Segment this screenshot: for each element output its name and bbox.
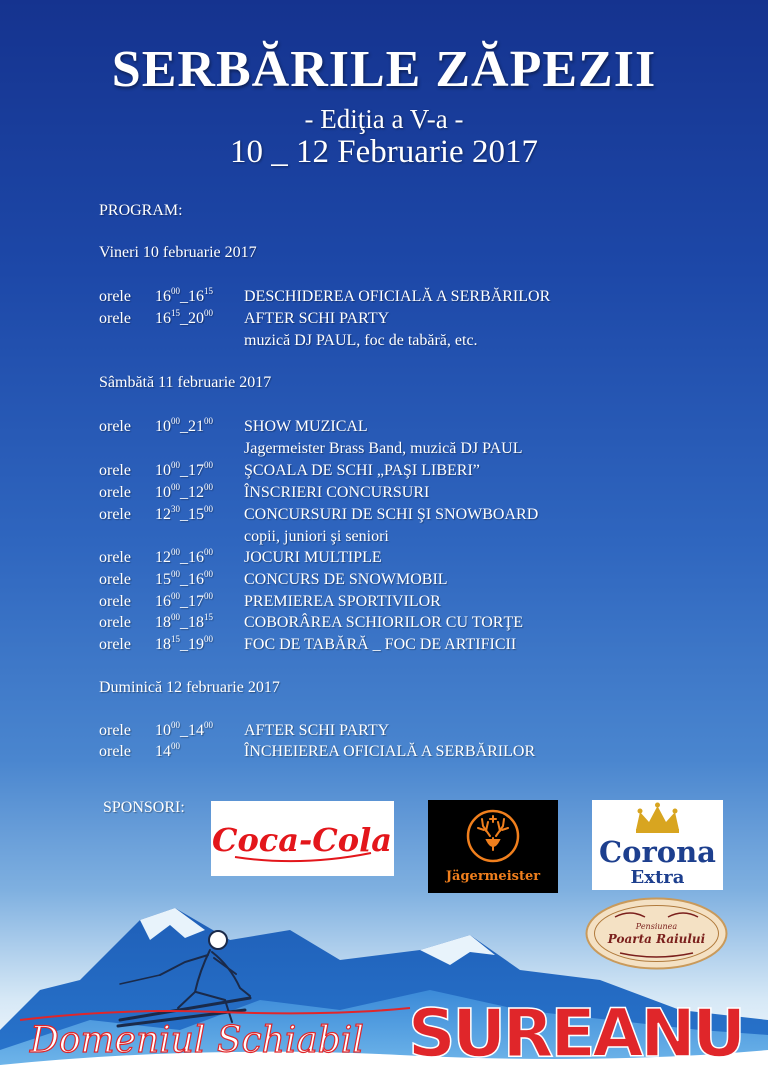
time-start-m: 00 [171,546,180,557]
event-time [155,546,213,567]
event-time [155,611,213,632]
time-start-h: 16 [155,288,171,305]
event-title: AFTER SCHI PARTY [244,722,390,739]
event-time [155,568,213,589]
event-prefix: orele [99,593,131,610]
time-start-h: 10 [155,722,171,739]
time-sep: _ [180,310,188,327]
event-prefix: orele [99,462,131,479]
event-prefix: orele [99,484,131,501]
event-title: FOC DE TABĂRĂ _ FOC DE ARTIFICII [244,636,517,653]
event-title: SHOW MUZICAL [244,418,368,435]
time-start-h: 12 [155,506,171,523]
coca-cola-logo [211,801,394,876]
time-end-h: 12 [188,484,204,501]
time-end-h: 15 [188,506,204,523]
time-end-h: 21 [188,418,204,435]
time-start-m: 00 [171,590,180,601]
event-title: DESCHIDEREA OFICIALĂ A SERBĂRILOR [244,288,551,305]
time-sep: _ [180,549,188,566]
event-prefix: orele [99,722,131,739]
time-end-m: 00 [204,503,213,514]
mountain-scene [0,880,768,1086]
event-time [155,415,213,436]
event-title: PREMIEREA SPORTIVILOR [244,593,441,610]
event-prefix: orele [99,743,131,760]
event-time [155,459,213,480]
event-prefix: orele [99,418,131,435]
time-end-m: 00 [204,546,213,557]
event-time [155,719,213,740]
corona-extra-label: Extra [630,867,685,888]
day-heading: Duminică 12 februarie 2017 [99,679,280,696]
event-title: ÎNSCRIERI CONCURSURI [244,484,430,501]
time-end-m: 00 [204,719,213,730]
time-start-m: 30 [171,503,180,514]
event-prefix: orele [99,288,131,305]
time-start-h: 10 [155,484,171,501]
corona-extra-logo [592,800,723,890]
crown-icon [636,803,679,834]
event-title: CONCURS DE SNOWMOBIL [244,571,448,588]
time-end-h: 16 [188,571,204,588]
time-start-h: 16 [155,593,171,610]
time-end-m: 00 [204,459,213,470]
time-end-m: 15 [204,611,213,622]
time-sep: _ [180,288,188,305]
time-start-h: 12 [155,549,171,566]
time-sep: _ [180,614,188,631]
time-end-h: 14 [188,722,204,739]
time-end-m: 00 [204,568,213,579]
time-start-h: 18 [155,614,171,631]
time-end-h: 20 [188,310,204,327]
coca-cola-wordmark: Coca-Cola [211,821,393,859]
time-end-h: 16 [188,549,204,566]
event-detail-text: muzică DJ PAUL, foc de tabără, etc. [244,332,478,349]
event-prefix: orele [99,310,131,327]
time-end-h: 16 [188,288,204,305]
event-time [155,633,213,654]
event-time [155,481,213,502]
time-end-m: 00 [204,481,213,492]
time-sep: _ [180,418,188,435]
sponsors-label: SPONSORI: [103,799,185,816]
event-prefix: orele [99,549,131,566]
time-start-h: 14 [155,743,171,760]
event-prefix: orele [99,636,131,653]
event-prefix: orele [99,571,131,588]
event-title: AFTER SCHI PARTY [244,310,390,327]
time-start-m: 00 [171,481,180,492]
time-end-m: 00 [204,590,213,601]
time-start-m: 00 [171,415,180,426]
event-title: CONCURSURI DE SCHI ŞI SNOWBOARD [244,506,539,523]
time-sep: _ [180,593,188,610]
time-end-m: 00 [204,415,213,426]
event-title: ŞCOALA DE SCHI „PAŞI LIBERI” [244,462,480,479]
day-heading: Vineri 10 februarie 2017 [99,244,257,261]
poarta-name: Poarta Raiului [607,932,706,946]
event-time [155,503,213,524]
time-start-h: 10 [155,462,171,479]
time-sep: _ [180,484,188,501]
corona-wordmark: Corona [599,835,716,869]
time-sep: _ [180,506,188,523]
time-start-m: 15 [171,633,180,644]
event-time [155,590,213,611]
time-start-h: 15 [155,571,171,588]
time-end-h: 19 [188,636,204,653]
time-end-m: 00 [204,307,213,318]
event-time [155,740,180,761]
time-sep: _ [180,571,188,588]
event-prefix: orele [99,614,131,631]
time-sep: _ [180,722,188,739]
poster-title: SERBĂRILE ZĂPEZII [111,41,657,98]
time-start-h: 10 [155,418,171,435]
time-end-h: 17 [188,593,204,610]
program-label: PROGRAM: [99,202,183,219]
time-start-h: 18 [155,636,171,653]
sureanu-title: SUREANU [408,995,746,1072]
event-time [155,285,213,306]
time-start-m: 00 [171,740,180,751]
time-start-h: 16 [155,310,171,327]
time-start-m: 00 [171,611,180,622]
event-prefix: orele [99,506,131,523]
event-title: COBORÂREA SCHIORILOR CU TORŢE [244,614,523,631]
event-dates: 10 _ 12 Februarie 2017 [230,134,538,170]
poarta-subtitle: Pensiunea [635,922,678,931]
jagermeister-wordmark: Jägermeister [445,869,541,884]
time-end-m: 00 [204,633,213,644]
time-end-h: 17 [188,462,204,479]
time-end-m: 15 [204,285,213,296]
day-heading: Sâmbătă 11 februarie 2017 [99,374,272,391]
time-start-m: 00 [171,459,180,470]
stag-icon [478,816,508,850]
time-start-m: 00 [171,719,180,730]
time-start-m: 15 [171,307,180,318]
event-detail-text: copii, juniori şi seniori [244,528,389,545]
event-title: ÎNCHEIEREA OFICIALĂ A SERBĂRILOR [244,743,536,760]
domeniul-schiabil-text: Domeniul Schiabil [30,1020,364,1061]
time-end-h: 18 [188,614,204,631]
event-detail-text: Jagermeister Brass Band, muzică DJ PAUL [244,440,523,457]
event-time [155,307,213,328]
event-title: JOCURI MULTIPLE [244,549,382,566]
time-sep: _ [180,636,188,653]
time-sep: _ [180,462,188,479]
time-start-m: 00 [171,285,180,296]
time-start-m: 00 [171,568,180,579]
edition-label: - Ediţia a V-a - [304,104,464,134]
